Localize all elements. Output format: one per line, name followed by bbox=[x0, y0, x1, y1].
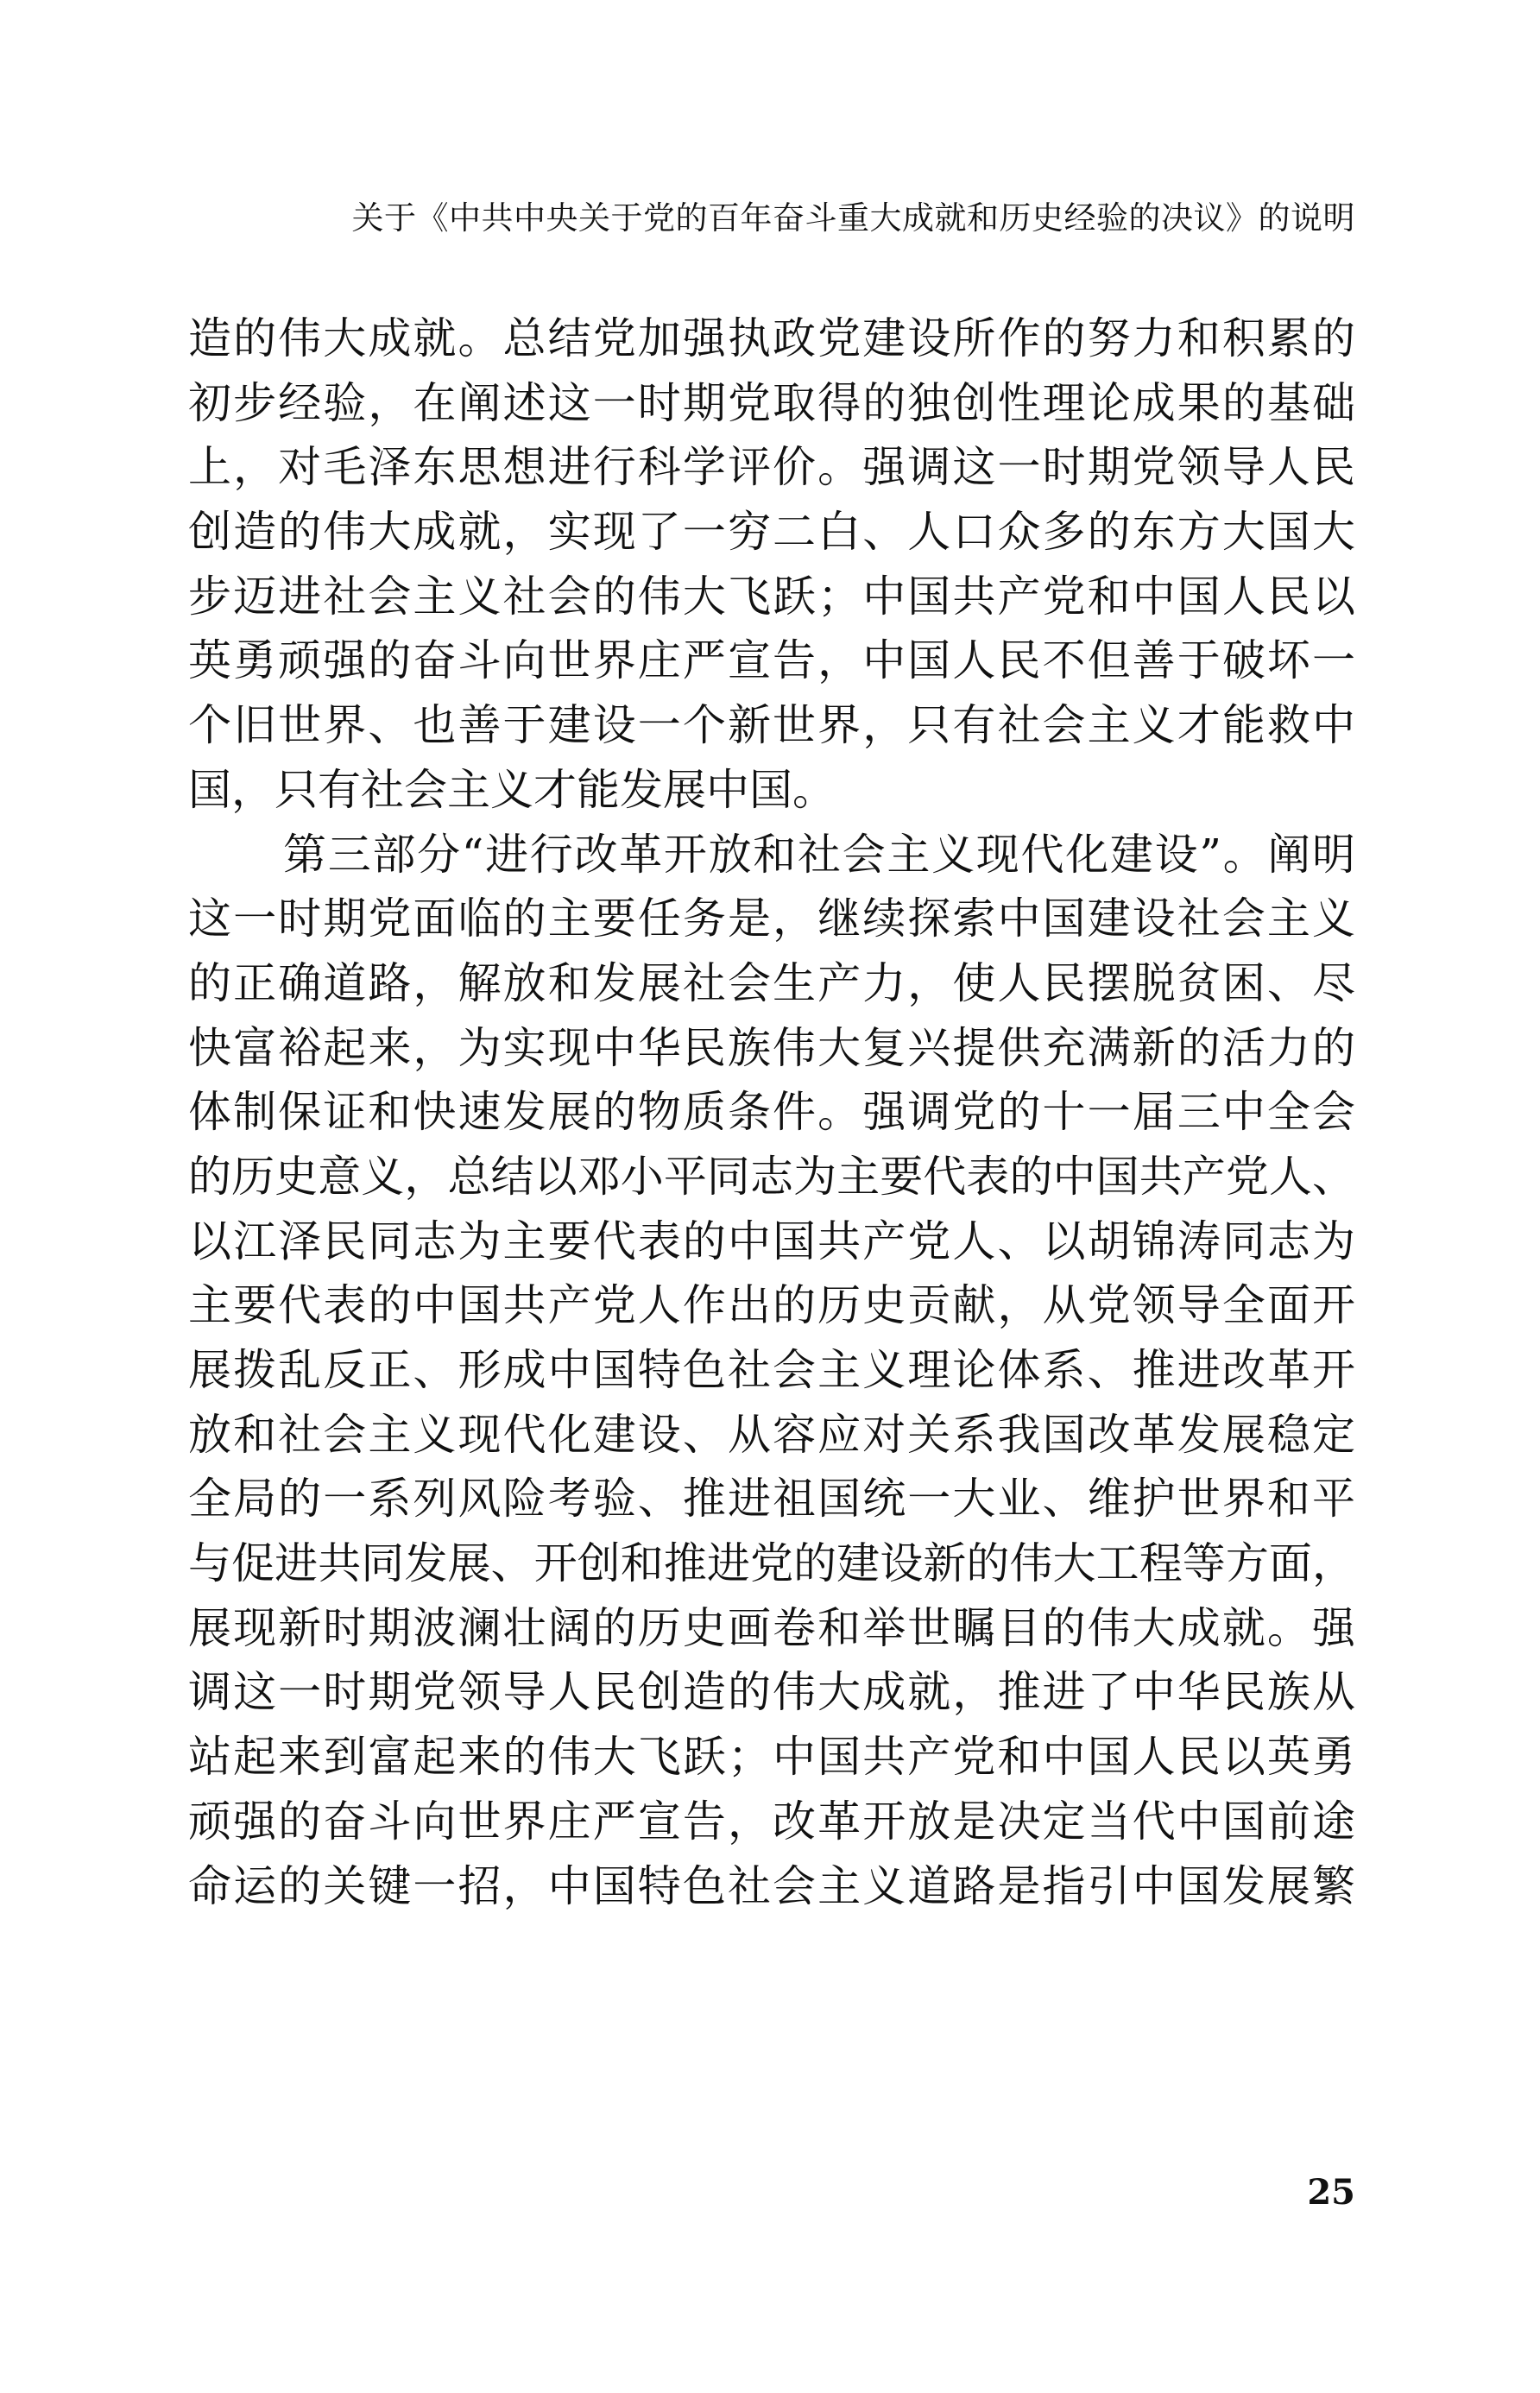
text-line: 个旧世界、也善于建设一个新世界，只有社会主义才能救中 bbox=[188, 700, 1355, 751]
running-header: 关于《中共中央关于党的百年奋斗重大成就和历史经验的决议》的说明 bbox=[351, 199, 1355, 237]
text-line: 展现新时期波澜壮阔的历史画卷和举世瞩目的伟大成就。强 bbox=[188, 1602, 1355, 1653]
text-line: 调这一时期党领导人民创造的伟大成就，推进了中华民族从 bbox=[188, 1667, 1355, 1718]
text-line: 命运的关键一招，中国特色社会主义道路是指引中国发展繁 bbox=[188, 1860, 1355, 1911]
text-line: 放和社会主义现代化建设、从容应对关系我国改革发展稳定 bbox=[188, 1409, 1355, 1460]
text-line: 的正确道路，解放和发展社会生产力，使人民摆脱贫困、尽 bbox=[188, 957, 1355, 1008]
text-line: 与促进共同发展、开创和推进党的建设新的伟大工程等方面， bbox=[188, 1538, 1355, 1589]
text-line: 主要代表的中国共产党人作出的历史贡献，从党领导全面开 bbox=[188, 1280, 1355, 1331]
text-line: 展拨乱反正、形成中国特色社会主义理论体系、推进改革开 bbox=[188, 1345, 1355, 1395]
text-line: 全局的一系列风险考验、推进祖国统一大业、维护世界和平 bbox=[188, 1474, 1355, 1525]
text-line: 步迈进社会主义社会的伟大飞跃；中国共产党和中国人民以 bbox=[188, 571, 1355, 622]
paragraph-last-line: 国，只有社会主义才能发展中国。 bbox=[188, 764, 836, 815]
text-line: 快富裕起来，为实现中华民族伟大复兴提供充满新的活力的 bbox=[188, 1022, 1355, 1073]
text-line: 以江泽民同志为主要代表的中国共产党人、以胡锦涛同志为 bbox=[188, 1215, 1355, 1266]
paragraph-first-line: 第三部分“进行改革开放和社会主义现代化建设”。阐明 bbox=[283, 829, 1355, 880]
body-text bbox=[188, 306, 1355, 1918]
page-number: 25 bbox=[1307, 2172, 1355, 2213]
text-line: 上，对毛泽东思想进行科学评价。强调这一时期党领导人民 bbox=[188, 442, 1355, 493]
text-line: 创造的伟大成就，实现了一穷二白、人口众多的东方大国大 bbox=[188, 507, 1355, 558]
text-line: 初步经验，在阐述这一时期党取得的独创性理论成果的基础 bbox=[188, 377, 1355, 428]
text-line: 顽强的奋斗向世界庄严宣告，改革开放是决定当代中国前途 bbox=[188, 1796, 1355, 1847]
text-line: 的历史意义，总结以邓小平同志为主要代表的中国共产党人、 bbox=[188, 1151, 1355, 1202]
text-line: 站起来到富起来的伟大飞跃；中国共产党和中国人民以英勇 bbox=[188, 1732, 1355, 1783]
text-line: 英勇顽强的奋斗向世界庄严宣告，中国人民不但善于破坏一 bbox=[188, 635, 1355, 686]
text-line: 体制保证和快速发展的物质条件。强调党的十一届三中全会 bbox=[188, 1087, 1355, 1138]
text-line: 造的伟大成就。总结党加强执政党建设所作的努力和积累的 bbox=[188, 313, 1355, 363]
text-line: 这一时期党面临的主要任务是，继续探索中国建设社会主义 bbox=[188, 893, 1355, 944]
